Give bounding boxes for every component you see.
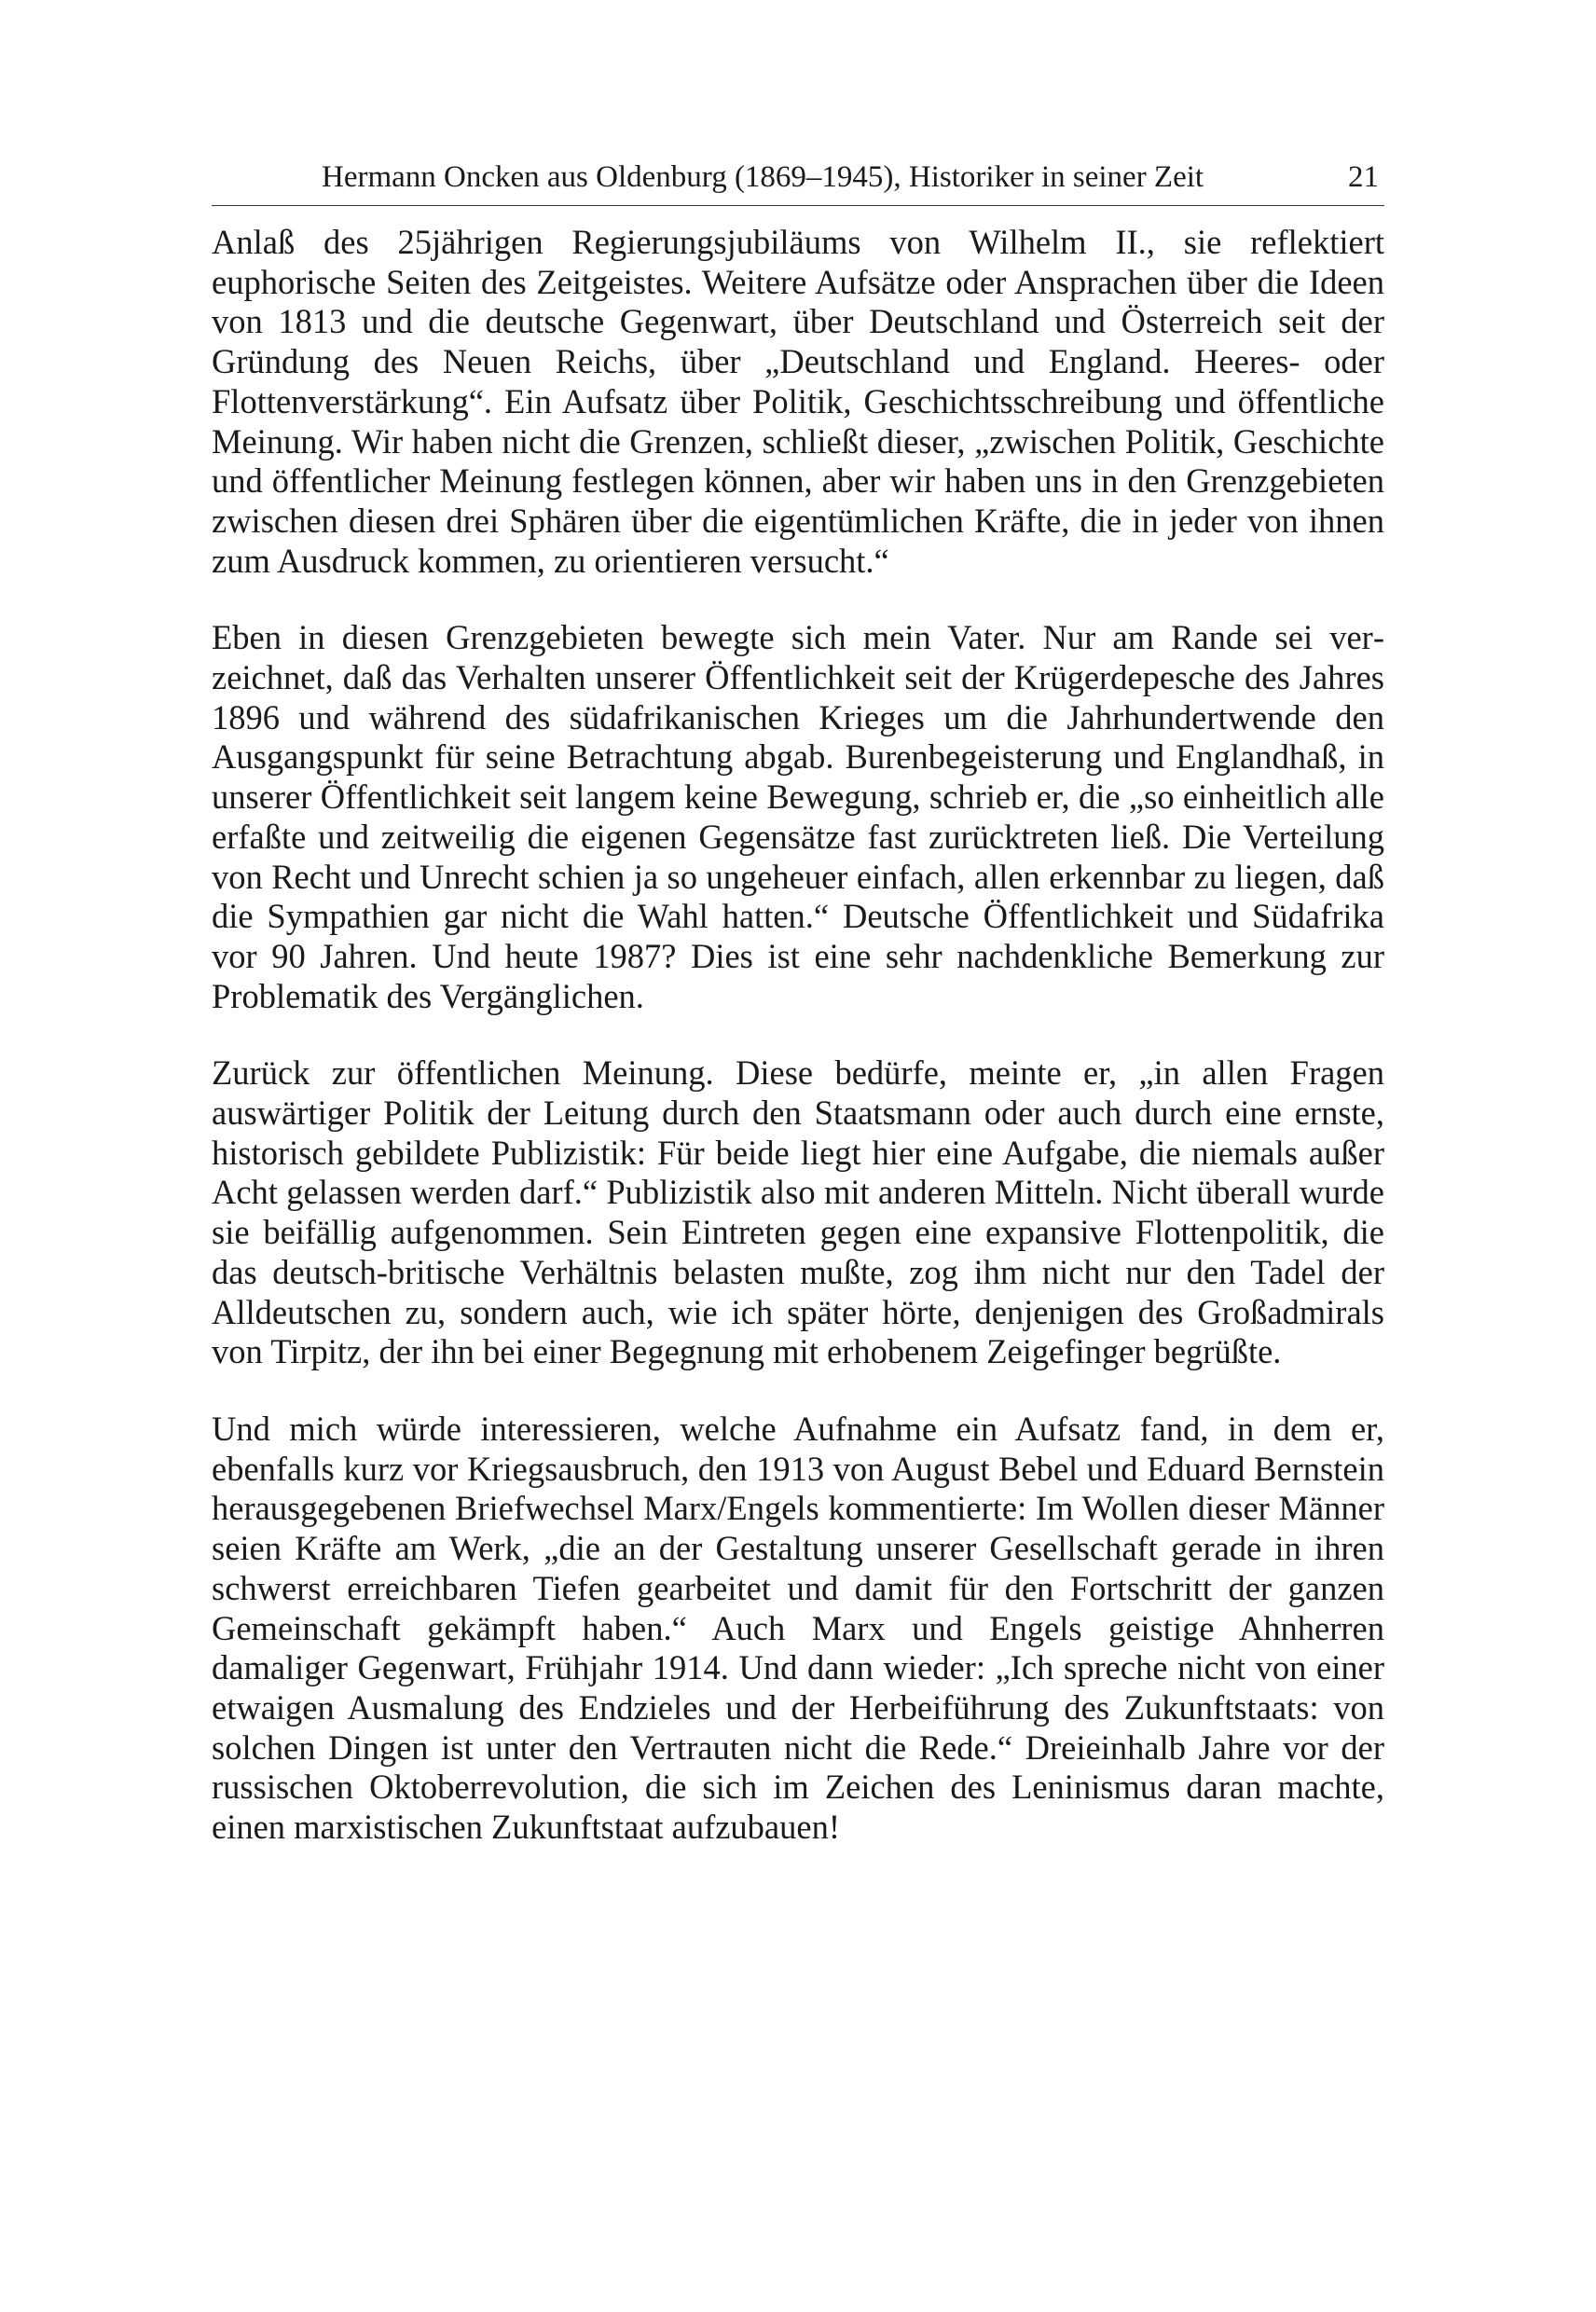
book-page: [212, 149, 1384, 1848]
page-number: 21: [1348, 160, 1379, 194]
paragraph-3: Zurück zur öffentlichen Meinung. Diese bedürfe, meinte er, „in allen Fragen auswärtiger Politik der Leitung durch den Staatsmann oder auch durch eine ernste, historisch gebildete Publizistik: Für beide liegt hier eine Aufgabe, die niemals außer Acht gelassen werden darf.“ Publizistik also mit anderen Mitteln. Nicht überall wurde sie beifällig aufgenommen. Sein Eintreten gegen eine expansive Flottenpolitik, die das deutsch-britische Verhältnis belasten mußte, zog ihm nicht nur den Tadel der Alldeutschen zu, sondern auch, wie ich später hörte, denjenigen des Großadmirals von Tirpitz, der ihn bei einer Begegnung mit erhobenem Zeigefinger begrüßte.: [212, 1053, 1384, 1371]
paragraph-1: Anlaß des 25jährigen Regierungsjubiläums von Wilhelm II., sie reflektiert euphorische Seiten des Zeitgeistes. Weitere Aufsätze oder Ansprachen über die Ideen von 1813 und die deutsche Gegenwart, über Deutschland und Österreich seit der Gründung des Neuen Reichs, über „Deutschland und England. Heeres- oder Flottenverstärkung“. Ein Aufsatz über Politik, Geschichtsschreibung und öffentliche Meinung. Wir haben nicht die Grenzen, schließt dieser, „zwischen Politik, Geschichte und öffentlicher Meinung festlegen können, aber wir haben uns in den Grenzgebieten zwischen diesen drei Sphären über die eigentümlichen Kräfte, die in jeder von ihnen zum Ausdruck kommen, zu orientieren versucht.“: [212, 223, 1384, 580]
paragraph-4: Und mich würde interessieren, welche Aufnahme ein Aufsatz fand, in dem er, ebenfalls kurz vor Kriegsausbruch, den 1913 von August Bebel und Eduard Bernstein herausgegebenen Briefwechsel Marx/Engels kommentierte: Im Wollen dieser Männer seien Kräfte am Werk, „die an der Gestaltung unserer Gesellschaft gerade in ihren schwerst erreichbaren Tiefen gearbeitet und damit für den Fortschritt der ganzen Gemeinschaft gekämpft haben.“ Auch Marx und Engels geistige Ahnherren damaliger Gegenwart, Frühjahr 1914. Und dann wieder: „Ich spreche nicht von einer etwaigen Ausmalung des Endzieles und der Herbeiführung des Zukunftstaats: von solchen Dingen ist unter den Vertrauten nicht die Rede.“ Dreieinhalb Jahre vor der russischen Oktoberrevolution, die sich im Zeichen des Leninismus daran machte, einen marxistischen Zukunftstaat aufzubauen!: [212, 1409, 1384, 1847]
body-text: [212, 223, 1384, 1848]
running-header: [212, 149, 1384, 206]
paragraph-2: Eben in diesen Grenzgebieten bewegte sich mein Vater. Nur am Rande sei verzeichnet, daß das Verhalten unserer Öffentlichkeit seit der Krügerdepesche des Jahres 1896 und während des südafrikanischen Krieges um die Jahrhundertwende den Ausgangspunkt für seine Betrachtung abgab. Burenbegeisterung und Englandhaß, in unserer Öffentlichkeit seit langem keine Bewegung, schrieb er, die „so einheitlich alle erfaßte und zeitweilig die eigenen Gegensätze fast zurücktreten ließ. Die Verteilung von Recht und Unrecht schien ja so ungeheuer einfach, allen erkennbar zu liegen, daß die Sympathien gar nicht die Wahl hatten.“ Deutsche Öffentlichkeit und Südafrika vor 90 Jahren. Und heute 1987? Dies ist eine sehr nachdenkliche Bemerkung zur Problematik des Vergänglichen.: [212, 618, 1384, 1015]
running-title: Hermann Oncken aus Oldenburg (1869–1945), Historiker in seiner Zeit: [322, 160, 1204, 194]
